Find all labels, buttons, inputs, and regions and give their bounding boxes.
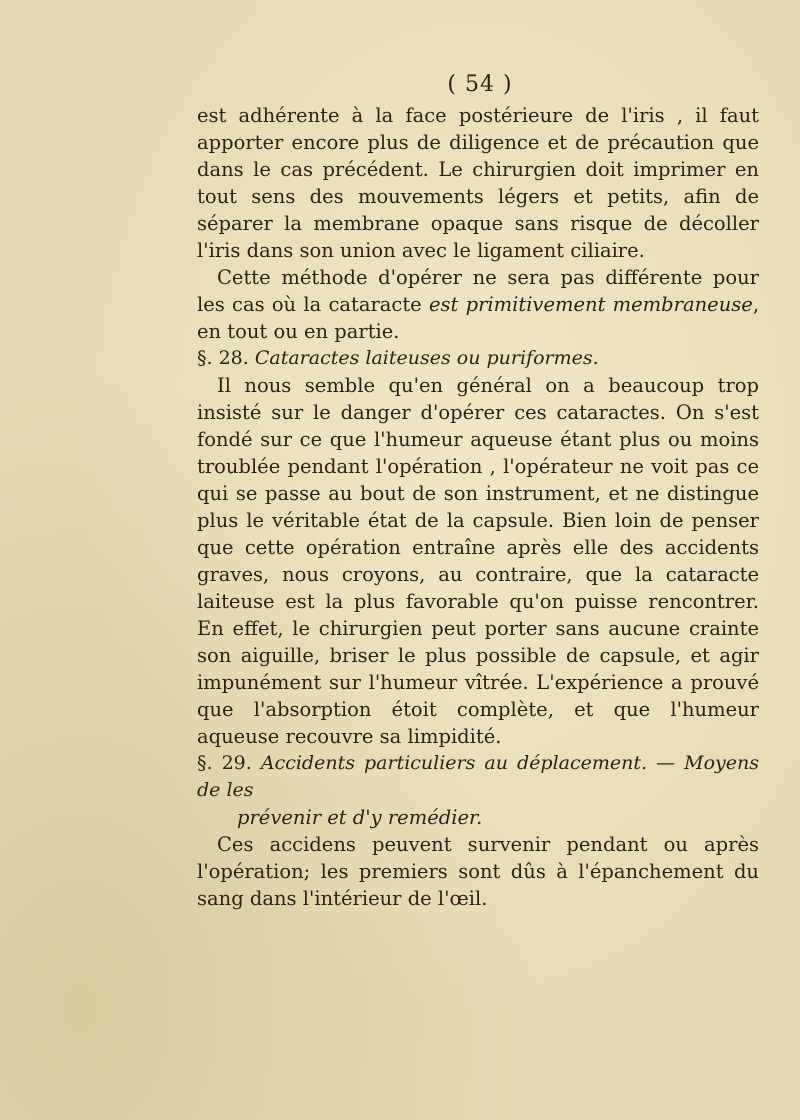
paragraph-2-start: Cette méthode d'opérer ne sera pas différente pour les cas où la cataracte bbox=[197, 266, 759, 316]
section-29-heading bbox=[197, 750, 759, 804]
paragraph-3: Il nous semble qu'en général on a beaucoup trop insisté sur le danger d'opérer ces cataractes. On s'est fondé sur ce que l'humeur aqueuse étant plus ou moins troublée pendant l'opération , l'opérateur ne voit pas ce qui se passe au bout de son instrument, et ne distingue plus le véritable état de la capsule. Bien loin de penser que cette opération entraîne après elle des accidents graves, nous croyons, au contraire, que la cataracte laiteuse est la plus favorable qu'on puisse rencontrer. En effet, le chirurgien peut porter sans aucune crainte son aiguille, briser le plus possible de capsule, et agir impunément sur l'humeur vîtrée. L'expérience a prouvé que l'absorption étoit complète, et que l'humeur aqueuse recouvre sa limpidité. bbox=[197, 374, 759, 748]
section-29-title-line2: prévenir et d'y remédier. bbox=[237, 806, 483, 829]
section-29-number: §. 29. bbox=[197, 752, 252, 774]
paragraph-2-italic: est primitivement membraneuse bbox=[428, 293, 753, 316]
section-28-number: §. 28. bbox=[197, 347, 249, 369]
page-body bbox=[197, 102, 759, 912]
paragraph-2-end: , en tout ou en partie. bbox=[197, 293, 760, 343]
paragraph-2 bbox=[197, 264, 759, 345]
page-number: ( 54 ) bbox=[447, 72, 513, 97]
section-28-title: Cataractes laiteuses ou puriformes. bbox=[254, 347, 599, 369]
paragraph-1: est adhérente à la face postérieure de l'iris , il faut apporter encore plus de diligence et de précaution que dans le cas précédent. Le chirurgien doit imprimer en tout sens des mouvements légers et petits, afin de séparer la membrane opaque sans risque de décoller l'iris dans son union avec le ligament ciliaire. bbox=[197, 104, 759, 262]
section-28-heading bbox=[197, 345, 759, 372]
section-29-title-line1: Accidents particuliers au déplacement. — Moyens de les bbox=[197, 752, 759, 801]
paragraph-4: Ces accidens peuvent survenir pendant ou après l'opération; les premiers sont dûs à l'épanchement du sang dans l'intérieur de l'œil. bbox=[197, 833, 759, 910]
